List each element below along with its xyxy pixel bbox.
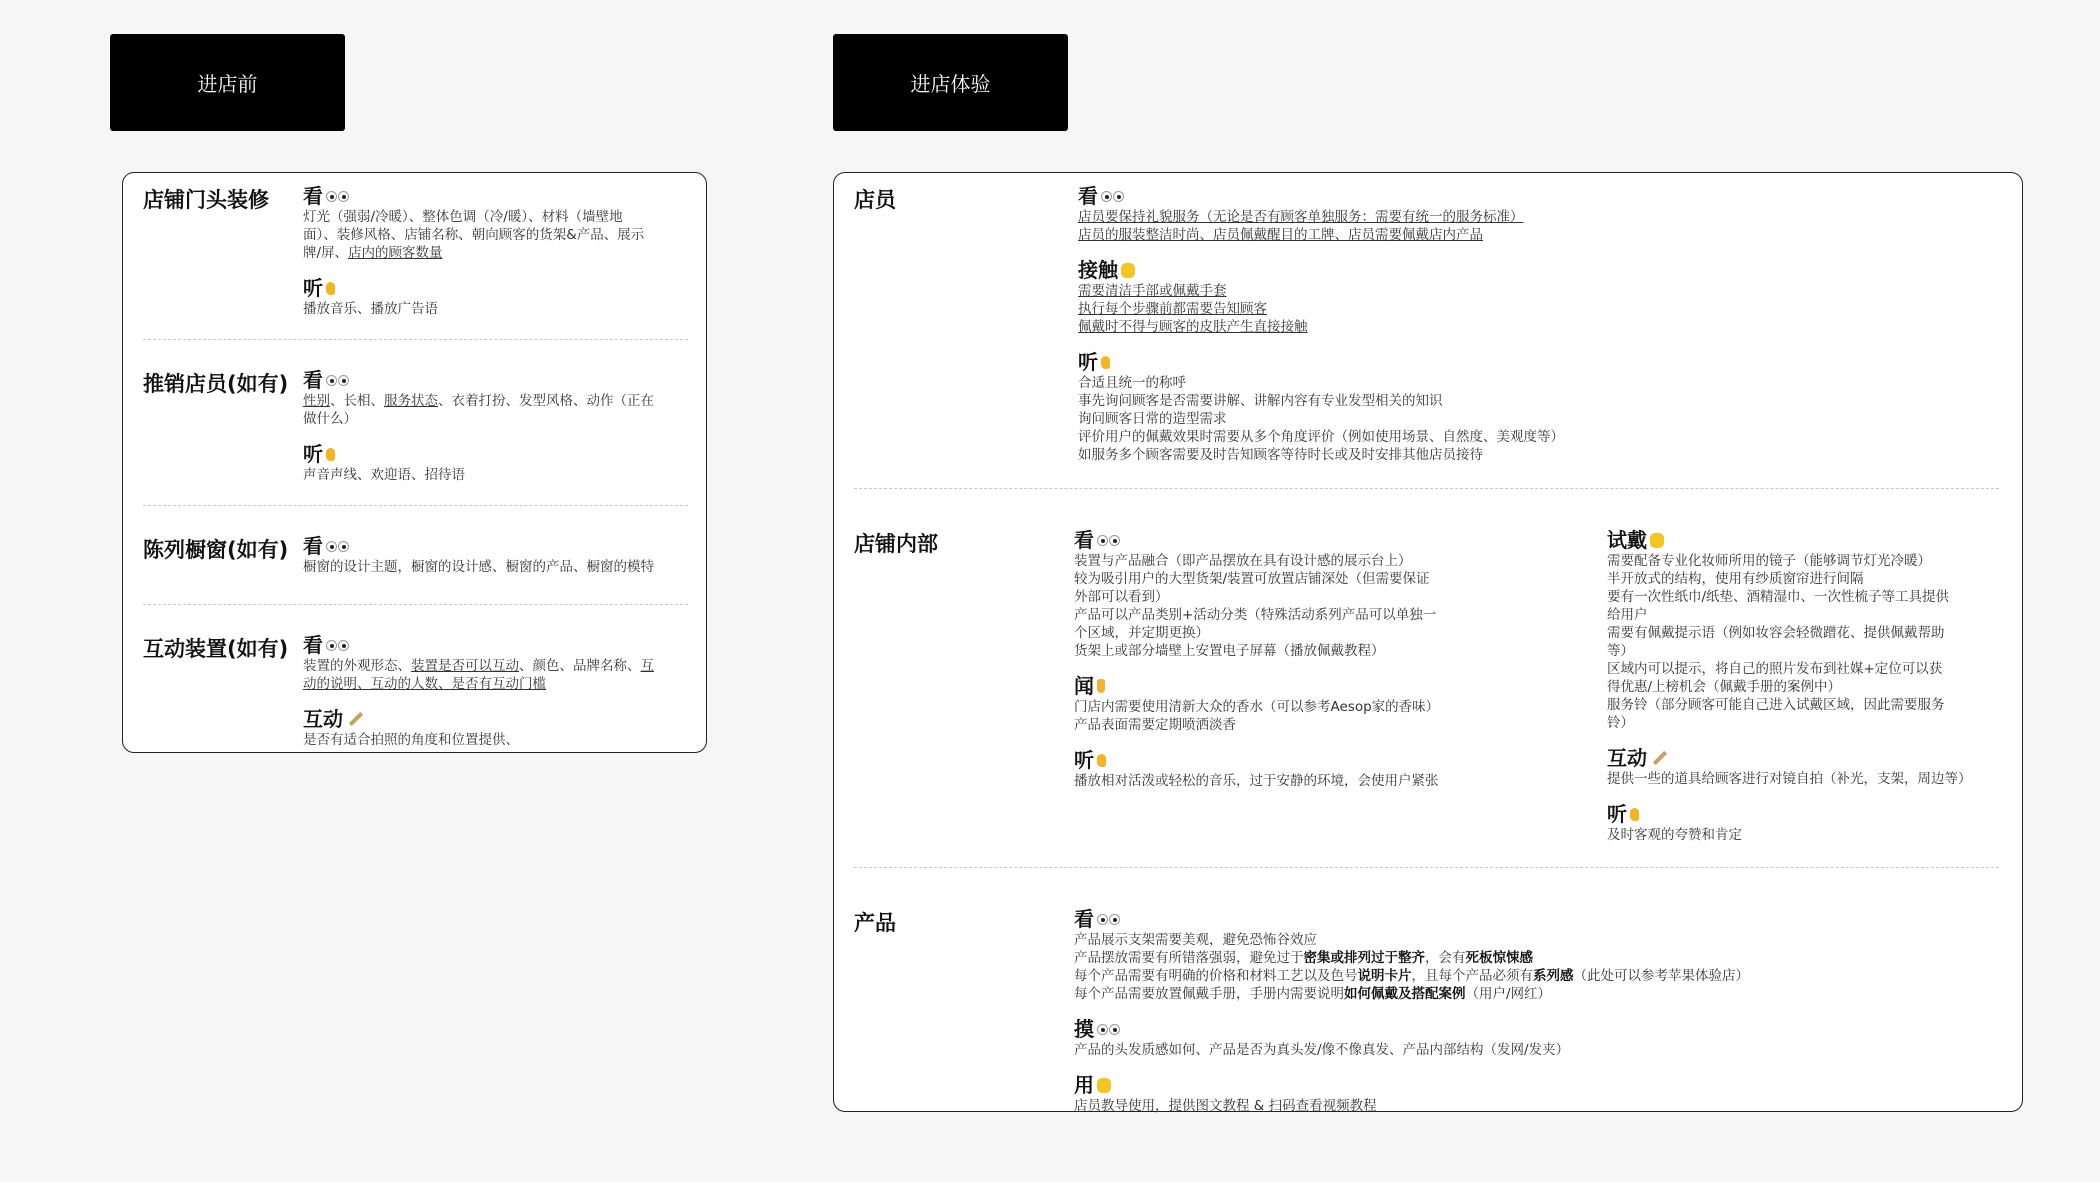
sense-label-text: 闻 [1074, 674, 1094, 698]
detail-line [303, 244, 693, 262]
section-title: 陈列橱窗(如有) [143, 538, 289, 562]
detail-line [303, 392, 693, 410]
ear-shape [1097, 754, 1106, 767]
sense-block [1074, 528, 1534, 660]
underlined-text: 店员的服装整洁时尚、店员佩戴醒目的工牌、店员需要佩戴店内产品 [1078, 227, 1483, 243]
header-before-store [110, 34, 345, 131]
ear-icon [1630, 808, 1639, 821]
line-text: 服务铃（部分顾客可能自己进入试戴区域，因此需要服务 [1607, 697, 1945, 713]
emphasis-text: 死板惊悚感 [1465, 950, 1533, 966]
detail-line [1074, 552, 1534, 570]
sense-label [303, 184, 693, 208]
line-text: 是否有适合拍照的角度和位置提供、 [303, 732, 519, 748]
detail-line [1607, 552, 2007, 570]
emphasis-text: 如何佩戴及搭配案例 [1344, 986, 1466, 1002]
sense-block [303, 442, 693, 484]
eyes-icon [326, 375, 350, 386]
emphasis-text: 说明卡片 [1357, 968, 1412, 984]
detail-line [1074, 967, 1994, 985]
line-text: 产品的头发质感如何、产品是否为真头发/像不像真发、产品内部结构（发网/发夹） [1074, 1042, 1570, 1058]
line-text: 半开放式的结构，使用有纱质窗帘进行间隔 [1607, 571, 1864, 587]
detail-line [1078, 446, 1978, 464]
detail-line [1074, 985, 1994, 1003]
line-text: 外部可以看到） [1074, 589, 1169, 605]
detail-line [303, 466, 693, 484]
line-text: 产品可以产品类别+活动分类（特殊活动系列产品可以单独一 [1074, 607, 1437, 623]
line-text: 需要配备专业化妆师所用的镜子（能够调节灯光冷暖） [1607, 553, 1931, 569]
sense-label-text: 看 [303, 184, 323, 208]
detail-line [303, 226, 693, 244]
section-title: 产品 [854, 911, 896, 935]
interior-content-left [1074, 528, 1534, 804]
divider [143, 505, 688, 506]
line-text: 牌/屏、 [303, 245, 349, 261]
sense-label [1074, 1017, 1994, 1041]
sense-block [303, 707, 693, 749]
eyes-icon [326, 191, 350, 202]
sense-block [303, 633, 693, 693]
sense-label-text: 看 [1078, 184, 1098, 208]
line-text: 及时客观的夸赞和肯定 [1607, 827, 1742, 843]
eye-shape [338, 541, 349, 552]
hand-icon [1121, 263, 1135, 278]
section-title: 推销店员(如有) [143, 372, 289, 396]
line-text: 门店内需要使用清新大众的香水（可以参考Aesop家的香味） [1074, 699, 1440, 715]
detail-line [1078, 208, 1978, 226]
sense-block [1607, 746, 2007, 788]
line-text: 橱窗的设计主题，橱窗的设计感、橱窗的产品、橱窗的模特 [303, 559, 654, 575]
eye-shape [338, 375, 349, 386]
sense-block [303, 368, 693, 428]
sense-block [303, 534, 693, 576]
line-text: （用户/网红） [1465, 986, 1552, 1002]
storefront-content [303, 184, 693, 332]
detail-line [1607, 660, 2007, 678]
detail-line [1607, 826, 2007, 844]
ear-shape [1630, 808, 1639, 821]
underlined-text: 需要清洁手部或佩戴手套 [1078, 283, 1227, 299]
underlined-text: 执行每个步骤前都需要告知顾客 [1078, 301, 1267, 317]
line-text: 货架上或部分墙壁上安置电子屏幕（播放佩戴教程） [1074, 643, 1385, 659]
eye-shape [1113, 191, 1124, 202]
detail-line [303, 300, 693, 318]
eyes-icon [1097, 914, 1121, 925]
section-title: 店铺门头装修 [143, 188, 269, 212]
divider [854, 867, 1999, 868]
product-content [1074, 907, 1994, 1129]
divider [143, 604, 688, 605]
line-text: 个区域，并定期更换） [1074, 625, 1209, 641]
sense-label [1074, 528, 1534, 552]
sense-label-text: 互动 [303, 707, 343, 731]
detail-line [1078, 392, 1978, 410]
ear-icon [326, 282, 335, 295]
sense-label-text: 听 [303, 442, 323, 466]
salesperson-content [303, 368, 693, 498]
eye-shape [338, 640, 349, 651]
sense-label [1078, 258, 1978, 282]
eye-shape [1109, 914, 1120, 925]
sense-label [1074, 748, 1534, 772]
in-store-panel [833, 172, 2023, 1112]
underlined-text: 服务状态 [384, 393, 438, 409]
sense-block [1078, 258, 1978, 336]
eye-shape [1109, 1024, 1120, 1035]
eye-shape [326, 375, 337, 386]
nose-icon [1097, 679, 1105, 693]
line-text: 询问顾客日常的造型需求 [1078, 411, 1227, 427]
header-in-store-experience [833, 34, 1068, 131]
detail-line [1074, 1041, 1994, 1059]
detail-line [1607, 606, 2007, 624]
line-text: 、长相、 [330, 393, 384, 409]
ear-shape [1101, 356, 1110, 369]
line-text: 给用户 [1607, 607, 1648, 623]
detail-line [1078, 410, 1978, 428]
eye-shape [1097, 914, 1108, 925]
detail-line [303, 558, 693, 576]
sense-label-text: 听 [1607, 802, 1627, 826]
line-text: 播放音乐、播放广告语 [303, 301, 438, 317]
sense-label [303, 442, 693, 466]
sense-label-text: 听 [1078, 350, 1098, 374]
sense-label-text: 看 [303, 368, 323, 392]
sense-label [303, 633, 693, 657]
sense-label [1078, 184, 1978, 208]
detail-line [1074, 570, 1534, 588]
line-text: 、衣着打扮、发型风格、动作（正在 [438, 393, 654, 409]
sense-label [1074, 907, 1994, 931]
divider [143, 339, 688, 340]
sense-label [303, 707, 693, 731]
detail-line [1607, 624, 2007, 642]
ear-icon [1097, 754, 1106, 767]
emphasis-text: 系列感 [1533, 968, 1574, 984]
window-display-content [303, 534, 693, 590]
line-text: 事先询问顾客是否需要讲解、讲解内容有专业发型相关的知识 [1078, 393, 1443, 409]
sense-label-text: 看 [1074, 907, 1094, 931]
detail-line [1074, 642, 1534, 660]
sense-block [1607, 528, 2007, 732]
detail-line [303, 675, 693, 693]
underlined-text: 佩戴时不得与顾客的皮肤产生直接接触 [1078, 319, 1308, 335]
before-store-panel [122, 172, 707, 753]
eyes-icon [326, 640, 350, 651]
eyes-icon [326, 541, 350, 552]
sense-label-text: 互动 [1607, 746, 1647, 770]
hand-icon [1650, 533, 1664, 548]
eye-shape [326, 191, 337, 202]
tool-icon [1650, 756, 1668, 760]
tool-icon [346, 717, 364, 721]
detail-line [1607, 642, 2007, 660]
sense-label-text: 看 [303, 534, 323, 558]
sense-label-text: 试戴 [1607, 528, 1647, 552]
underlined-text: 装置是否可以互动 [411, 658, 519, 674]
line-text: 灯光（强弱/冷暖）、整体色调（冷/暖）、材料（墙壁地 [303, 209, 623, 225]
underlined-text: 店员要保持礼貌服务（无论是否有顾客单独服务：需要有统一的服务标准） [1078, 209, 1524, 225]
underlined-text: 店内的顾客数量 [348, 245, 443, 261]
eyes-icon [1101, 191, 1125, 202]
line-text: 每个产品需要有明确的价格和材料工艺以及色号 [1074, 968, 1358, 984]
sense-label-text: 看 [303, 633, 323, 657]
line-text: 装置与产品融合（即产品摆放在具有设计感的展示台上） [1074, 553, 1412, 569]
ear-icon [326, 448, 335, 461]
line-text: 面）、装修风格、店铺名称、朝向顾客的货架&产品、展示 [303, 227, 645, 243]
line-text: 较为吸引用户的大型货架/装置可放置店铺深处（但需要保证 [1074, 571, 1430, 587]
sense-label-text: 用 [1074, 1073, 1094, 1097]
detail-line [303, 208, 693, 226]
line-text: 提供一些的道具给顾客进行对镜自拍（补光，支架，周边等） [1607, 771, 1972, 787]
sense-label [1607, 528, 2007, 552]
line-text: 店员教导使用，提供图文教程 & 扫码查看视频教程 [1074, 1098, 1377, 1114]
tool-shape [349, 712, 363, 726]
detail-line [1607, 588, 2007, 606]
sense-label [1074, 674, 1534, 698]
eye-shape [326, 640, 337, 651]
detail-line [1078, 428, 1978, 446]
line-text: 得优惠/上榜机会（佩戴手册的案例中） [1607, 679, 1842, 695]
staff-content [1078, 184, 1978, 478]
divider [854, 488, 1999, 489]
detail-line [1074, 772, 1534, 790]
eyes-icon [1097, 1024, 1121, 1035]
detail-line [1074, 588, 1534, 606]
detail-line [1607, 570, 2007, 588]
detail-line [1074, 1097, 1994, 1115]
sense-block [303, 184, 693, 262]
sense-label [303, 368, 693, 392]
detail-line [1078, 282, 1978, 300]
detail-line [1074, 698, 1534, 716]
eye-shape [326, 541, 337, 552]
detail-line [303, 657, 693, 675]
sense-label-text: 摸 [1074, 1017, 1094, 1041]
line-text: 装置的外观形态、 [303, 658, 411, 674]
sense-label [1074, 1073, 1994, 1097]
detail-line [303, 731, 693, 749]
line-text: 等） [1607, 643, 1634, 659]
line-text: 铃） [1607, 715, 1634, 731]
detail-line [1074, 624, 1534, 642]
sense-label-text: 听 [303, 276, 323, 300]
sense-label-text: 接触 [1078, 258, 1118, 282]
tool-shape [1653, 751, 1667, 765]
line-text: 要有一次性纸巾/纸垫、酒精湿巾、一次性梳子等工具提供 [1607, 589, 1950, 605]
hand-shape [1121, 263, 1135, 278]
underlined-text: 动的说明、互动的人数、是否有互动门槛 [303, 676, 546, 692]
line-text: 评价用户的佩戴效果时需要从多个角度评价（例如使用场景、自然度、美观度等） [1078, 429, 1564, 445]
sense-label-text: 听 [1074, 748, 1094, 772]
sense-block [1078, 184, 1978, 244]
detail-line [1078, 374, 1978, 392]
line-text: 声音声线、欢迎语、招待语 [303, 467, 465, 483]
detail-line [1078, 226, 1978, 244]
detail-line [1607, 714, 2007, 732]
detail-line [1078, 300, 1978, 318]
line-text: 产品展示支架需要美观，避免恐怖谷效应 [1074, 932, 1317, 948]
sense-block [303, 276, 693, 318]
detail-line [1074, 931, 1994, 949]
nose-shape [1097, 679, 1105, 693]
sense-block [1074, 748, 1534, 790]
hand-shape [1097, 1078, 1111, 1093]
section-title: 互动装置(如有) [143, 637, 289, 661]
sense-label [1607, 802, 2007, 826]
line-text: 做什么） [303, 411, 357, 427]
header-before-store-label: 进店前 [197, 72, 258, 96]
eyes-icon [1097, 535, 1121, 546]
line-text: 区域内可以提示，将自己的照片发布到社媒+定位可以获 [1607, 661, 1943, 677]
section-title: 店员 [854, 188, 896, 212]
sense-label [1078, 350, 1978, 374]
detail-line [1607, 678, 2007, 696]
ear-shape [326, 282, 335, 295]
line-text: 播放相对活泼或轻松的音乐，过于安静的环境，会使用户紧张 [1074, 773, 1439, 789]
sense-block [1074, 1073, 1994, 1115]
eye-shape [338, 191, 349, 202]
sense-block [1074, 674, 1534, 734]
sense-label [303, 534, 693, 558]
header-in-store-label: 进店体验 [910, 72, 991, 96]
line-text: 合适且统一的称呼 [1078, 375, 1186, 391]
hand-shape [1650, 533, 1664, 548]
eye-shape [1109, 535, 1120, 546]
sense-label [303, 276, 693, 300]
section-title: 店铺内部 [854, 532, 938, 556]
sense-block [1078, 350, 1978, 464]
sense-block [1074, 907, 1994, 1003]
ear-icon [1101, 356, 1110, 369]
underlined-text: 互 [640, 658, 654, 674]
line-text: 、颜色、品牌名称、 [519, 658, 641, 674]
line-text: （此处可以参考苹果体验店） [1573, 968, 1749, 984]
sense-block [1607, 802, 2007, 844]
line-text: 产品摆放需要有所错落强弱，避免过于 [1074, 950, 1304, 966]
detail-line [1074, 949, 1994, 967]
eye-shape [1101, 191, 1112, 202]
hand-icon [1097, 1078, 1111, 1093]
interior-content-right [1607, 528, 2007, 858]
line-text: 如服务多个顾客需要及时告知顾客等待时长或及时安排其他店员接待 [1078, 447, 1483, 463]
underlined-text: 性别 [303, 393, 330, 409]
sense-block [1074, 1017, 1994, 1059]
ear-shape [326, 448, 335, 461]
detail-line [1074, 716, 1534, 734]
interactive-device-content [303, 633, 693, 763]
detail-line [1607, 696, 2007, 714]
line-text: 每个产品需要放置佩戴手册，手册内需要说明 [1074, 986, 1344, 1002]
line-text: 需要有佩戴提示语（例如妆容会轻微蹭花、提供佩戴帮助 [1607, 625, 1945, 641]
sense-label [1607, 746, 2007, 770]
emphasis-text: 密集或排列过于整齐 [1303, 950, 1425, 966]
eye-shape [1097, 1024, 1108, 1035]
line-text: 产品表面需要定期喷洒淡香 [1074, 717, 1236, 733]
line-text: ，且每个产品必须有 [1411, 968, 1533, 984]
detail-line [1607, 770, 2007, 788]
eye-shape [1097, 535, 1108, 546]
line-text: ，会有 [1425, 950, 1466, 966]
detail-line [1074, 606, 1534, 624]
detail-line [303, 410, 693, 428]
sense-label-text: 看 [1074, 528, 1094, 552]
detail-line [1078, 318, 1978, 336]
